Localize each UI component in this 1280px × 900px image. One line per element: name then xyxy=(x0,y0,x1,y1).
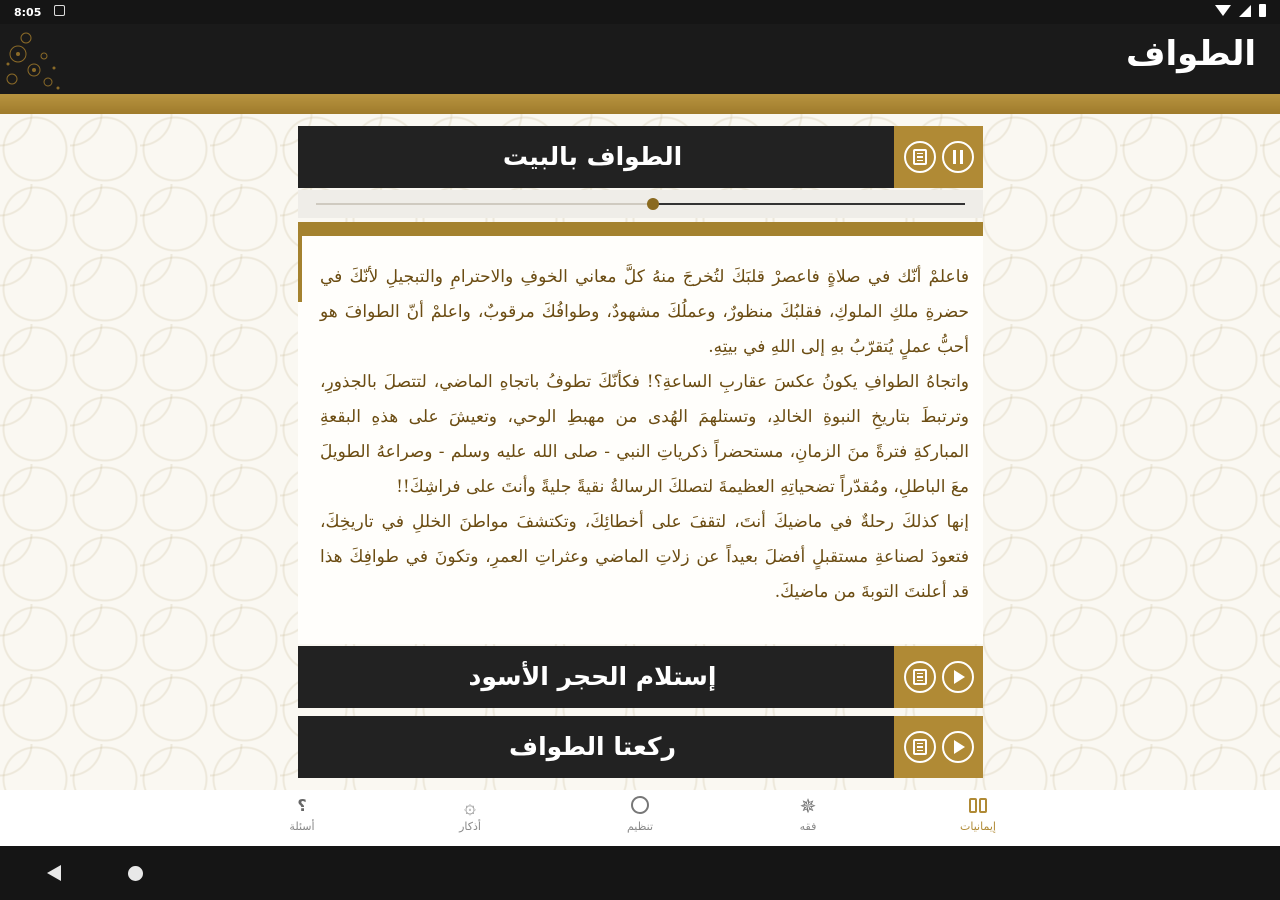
play-button[interactable] xyxy=(942,731,974,763)
document-icon xyxy=(913,669,927,685)
section-header-tawaf[interactable] xyxy=(298,126,983,188)
document-button[interactable] xyxy=(904,141,936,173)
ornament-icon xyxy=(0,24,80,94)
nav-item-organize[interactable] xyxy=(600,796,680,833)
section-header-black-stone[interactable] xyxy=(298,646,983,708)
play-icon xyxy=(954,740,965,754)
signal-icon xyxy=(1239,5,1251,17)
section-controls xyxy=(894,716,983,778)
star-icon: ✵ xyxy=(799,794,817,818)
status-time: 8:05 xyxy=(14,6,42,19)
content-paragraph: إنها كذلكَ رحلةٌ في ماضيكَ أنتَ، لتقفَ على أخطائِكَ، وتكتشفَ مواطنَ الخللِ في تاريخِكَ، فتعودَ لصناعةِ مستقبلٍ أفضلَ بعيداً عن زلاتِ الماضي وعثراتِ العمرِ، وتكونَ في طوافِكَ هذا قد أعلنتَ التوبةَ من ماضيكَ. xyxy=(320,512,969,602)
nav-item-adhkar[interactable] xyxy=(430,796,510,833)
nav-label: فقه xyxy=(799,820,817,833)
content-paragraph: واتجاهُ الطوافِ يكونُ عكسَ عقاربِ الساعةِ؟! فكأنّكَ تطوفُ باتجاهِ الماضي، لتتصلَ بالجذورِ، وترتبطَ بتاريخِ النبوةِ الخالدِ، وتستلهمَ الهُدى من مهبطِ الوحي، وتعيشَ على هذهِ البقعةِ المباركةِ فترةً منَ الزمانِ، مستحضراً ذكرياتِ النبي - صلى الله عليه وسلم - وصراعهُ الطويلَ معَ الباطلِ، ومُقدّراً تضحياتِهِ العظيمةَ لتصلكَ الرسالةُ نقيةً جليةً وأنتَ على فراشِكَ!! xyxy=(320,372,969,497)
nav-label: أذكار xyxy=(459,820,481,833)
nav-item-faith[interactable] xyxy=(938,796,1018,833)
question-icon: ؟ xyxy=(297,796,307,815)
document-button[interactable] xyxy=(904,731,936,763)
pause-icon xyxy=(953,150,963,164)
panel-top-border xyxy=(298,222,983,236)
battery-icon xyxy=(1259,4,1266,17)
play-button[interactable] xyxy=(942,661,974,693)
organize-icon xyxy=(630,796,650,816)
seek-progress xyxy=(653,203,965,205)
seek-thumb[interactable] xyxy=(647,198,659,210)
nav-label: تنظيم xyxy=(626,820,654,833)
book-icon xyxy=(968,796,988,816)
panel-side-border xyxy=(298,236,302,302)
document-icon xyxy=(913,149,927,165)
document-icon xyxy=(913,739,927,755)
nav-label: إيمانيات xyxy=(960,820,996,833)
document-button[interactable] xyxy=(904,661,936,693)
status-bar xyxy=(0,0,1280,24)
section-controls xyxy=(894,646,983,708)
content-panel[interactable] xyxy=(298,222,983,644)
nav-item-questions[interactable] xyxy=(262,796,342,833)
back-icon[interactable] xyxy=(47,865,61,881)
gold-divider xyxy=(0,94,1280,114)
section-header-tawaf-prayer[interactable] xyxy=(298,716,983,778)
home-icon[interactable] xyxy=(128,866,143,881)
section-controls xyxy=(894,126,983,188)
content-text xyxy=(320,260,969,610)
wifi-icon xyxy=(1215,5,1231,16)
play-icon xyxy=(954,670,965,684)
mosque-icon: ۞ xyxy=(464,794,476,818)
bottom-navigation xyxy=(0,790,1280,846)
calendar-icon xyxy=(54,5,65,16)
system-navigation-bar xyxy=(0,846,1280,900)
audio-seek-bar[interactable] xyxy=(298,190,983,218)
section-title: ركعتا الطواف xyxy=(509,732,676,761)
content-paragraph: فاعلمْ أنّك في صلاةٍ فاعصرْ قلبَكَ لتُخرجَ منهُ كلَّ معاني الخوفِ والاحترامِ والتبجيلِ لأنّكَ في حضرةِ ملكِ الملوكِ، فقلبُكَ منظورٌ، وعملُكَ مشهودٌ، وطوافُكَ مرقوبٌ، واعلمْ أنّ الطوافَ هو أحبُّ عملٍ يُتقرّبُ بهِ إلى اللهِ في بيتِهِ. xyxy=(320,267,969,357)
status-icons xyxy=(1215,4,1266,17)
section-title: الطواف بالبيت xyxy=(502,142,683,171)
section-title: إستلام الحجر الأسود xyxy=(468,662,717,691)
nav-item-fiqh[interactable] xyxy=(768,796,848,833)
nav-label: أسئلة xyxy=(289,820,315,833)
app-bar xyxy=(0,24,1280,94)
pause-button[interactable] xyxy=(942,141,974,173)
page-title: الطواف xyxy=(1125,34,1256,74)
